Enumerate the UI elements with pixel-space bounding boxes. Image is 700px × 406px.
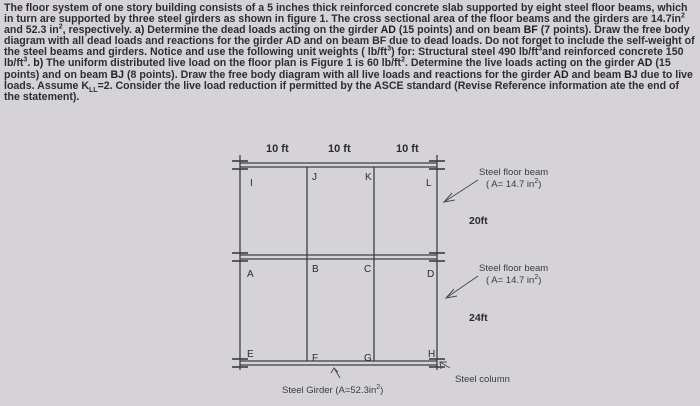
node-E: E	[247, 349, 254, 360]
beam-note-1-title: Steel floor beam	[479, 167, 549, 178]
span-label-1: 10 ft	[266, 143, 289, 155]
girder-note: Steel Girder $(A=52.3in^2)$	[282, 384, 384, 396]
node-C: C	[364, 264, 372, 275]
dimension-24ft: 24ft	[469, 312, 488, 324]
node-L: L	[426, 178, 432, 189]
node-B: B	[312, 264, 319, 275]
framing-lines	[240, 155, 437, 370]
column-note: Steel column	[455, 374, 510, 385]
beam-note-2-area: ( A= 14.7 $in^2$)	[486, 274, 542, 286]
node-K: K	[365, 172, 372, 183]
node-I: I	[250, 178, 253, 189]
node-J: J	[312, 172, 317, 183]
node-labels	[247, 172, 435, 364]
node-H: H	[428, 349, 436, 360]
node-G: G	[364, 353, 372, 364]
beam-note-1-area: ( A= 14.7 $in^2$)	[486, 178, 542, 190]
span-label-2: 10 ft	[328, 143, 351, 155]
beam-note-2-title: Steel floor beam	[479, 263, 549, 274]
problem-statement: The floor system of one story building consists of a 5 inches thick reinforced concrete slab supported by eight steel floor beams, which in turn are supported by three steel girders as shown in figure 1. The cross sectional area of the floor beams and the girders are $14.7in^2$ and 52.3 $in^2$, respectively. a) Determine the dead loads acting on the girder AD (15 points) and on beam BF (7 points). Draw the free body diagram with all dead loads and reactions for the girder AD and on beam BF due to dead loads. Do not forget to include the self-weight of the steel beams and girders. Notice and use the following unit weights ( $lb/ft^3$) for: Structural steel 490 $lb/ft^3and$ reinforced concrete 150 $lb/ft^3$. b) The uniform distributed live load on the floor plan is Figure 1 is 60 $lb/ft^2$. Determine the live loads acting on the girder AD (15 points) and on beam BJ (8 points). Draw the free body diagram with all live loads and reactions for the girder AD and beam BJ due to live loads. Assume $K_{LL}=2$. Consider the live load reduction if permitted by the ASCE standard (Revise Reference information ate the end of the statement).	[4, 2, 695, 103]
column-symbols	[232, 161, 445, 367]
node-F: F	[312, 353, 319, 364]
node-A: A	[247, 269, 254, 280]
leader-arrows	[331, 180, 478, 378]
span-label-3: 10 ft	[396, 143, 419, 155]
node-D: D	[427, 269, 435, 280]
dimension-20ft: 20ft	[469, 215, 488, 227]
